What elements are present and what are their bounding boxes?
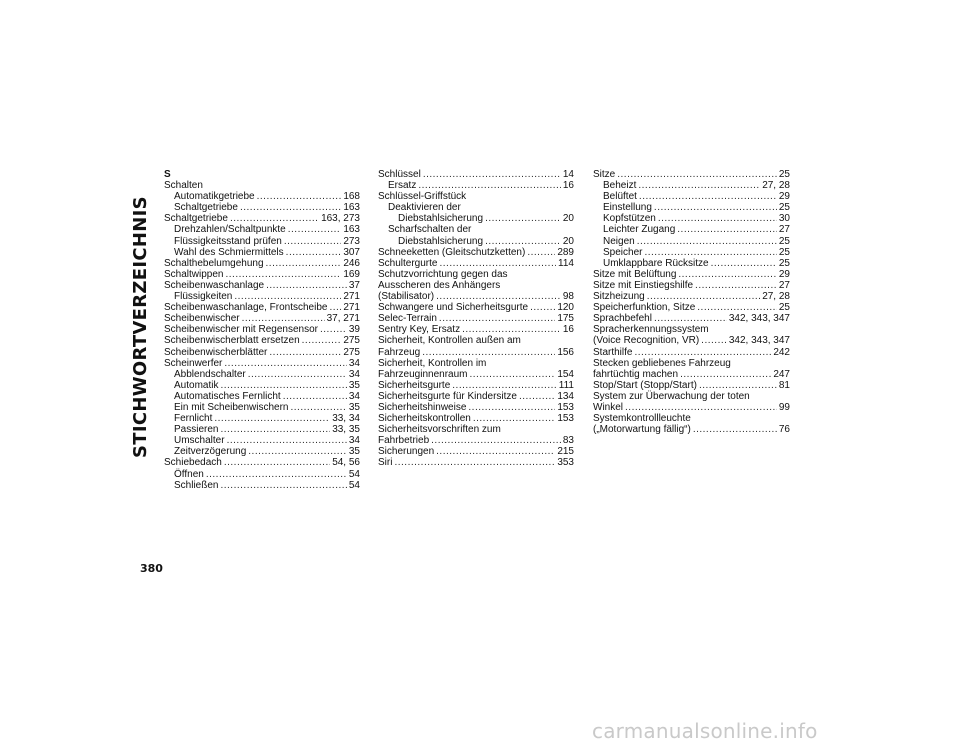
index-entry [164,302,360,313]
index-entry [593,424,790,435]
index-entry [164,291,360,302]
index-term: Sitze mit Belüftung [593,268,677,280]
page-reference: 114 [558,257,574,269]
index-term: Schiebedach [164,457,222,469]
page-reference: 342, 343, 347 [728,313,790,325]
index-entry [378,413,574,424]
leader-dots [530,302,555,313]
watermark: carmanualsonline.info [592,719,818,743]
page-reference: 33, 35 [332,424,360,436]
leader-dots [436,446,555,457]
leader-dots [519,391,555,402]
index-entry [164,224,360,235]
page-reference: 215 [557,446,574,458]
leader-dots [639,191,777,202]
page-reference: 30 [778,213,790,225]
page-reference: 163 [343,224,360,236]
index-term: Scheibenwischer mit Regensensor [164,324,318,336]
index-term: Sicherungen [378,446,435,458]
index-term: Selec-Terrain [378,313,437,325]
leader-dots [230,213,319,224]
page-reference: 27 [778,279,790,291]
index-entry [593,213,790,224]
side-section-title [128,168,154,718]
index-term: Schlüssel [378,169,421,180]
page-reference: 153 [557,413,574,425]
leader-dots [439,258,556,269]
page-reference: 20 [562,235,574,247]
leader-dots [329,302,341,313]
index-entry [593,169,790,180]
index-entry [164,269,360,280]
index-entry [593,202,790,213]
page-reference: 34 [348,357,360,369]
index-term: Schneeketten (Gleitschutzketten) [378,246,526,258]
index-term: Sitze [593,169,616,180]
leader-dots [473,413,555,424]
page-reference: 169 [343,268,360,280]
leader-dots [485,236,561,247]
page-reference: 39 [348,324,360,336]
index-entry [164,369,360,380]
index-term: Sprachbefehl [593,313,652,325]
index-term: Sicherheitsgurte für Kindersitze [378,390,517,402]
index-entry [164,191,360,202]
index-entry [164,358,360,369]
index-term: Ein mit Scheibenwischern [174,401,289,413]
page-reference: 27 [778,224,790,236]
page-reference: 342, 343, 347 [728,335,790,347]
page-reference: 25 [778,257,790,269]
index-entry [378,313,574,324]
page-reference: 33, 34 [332,413,360,425]
side-title-text: STICHWORTVERZEICHNIS [130,196,151,458]
page-reference: 34 [348,368,360,380]
leader-dots [617,169,777,180]
page-reference: 34 [348,435,360,447]
leader-dots [695,280,777,291]
leader-dots [470,369,556,380]
index-subheading: Stecken gebliebenes Fahrzeug [593,357,731,369]
index-term: Ersatz [388,180,417,192]
leader-dots [291,402,347,413]
leader-dots [658,213,777,224]
index-term: Scheibenwischerblatt ersetzen [164,335,300,347]
index-term: Zeitverzögerung [174,446,247,458]
index-entry [164,380,360,391]
page-reference: 289 [557,246,574,258]
index-subheading: Schlüssel-Griffstück [378,191,467,203]
leader-dots [436,291,561,302]
index-term: Sicherheitskontrollen [378,413,471,425]
index-term: Schaltgetriebe [174,202,238,214]
index-letter-heading: S [164,169,171,180]
index-entry [164,469,360,480]
page-reference: 98 [562,291,574,303]
leader-dots [320,324,347,335]
index-entry [378,213,574,224]
index-subheading: Schalten [164,180,203,192]
page-reference: 163 [343,202,360,214]
leader-dots [699,380,777,391]
index-term: Belüftet [603,191,637,203]
leader-dots [625,402,777,413]
index-entry [164,280,360,291]
leader-dots [439,313,555,324]
index-term: Schalthebelumgehung [164,257,264,269]
index-subheading: Systemkontrollleuchte [593,413,691,425]
leader-dots [248,369,347,380]
index-entry [593,313,790,324]
index-entry [164,313,360,324]
page-reference: 16 [562,180,574,192]
page-reference: 275 [343,346,360,358]
page-reference: 134 [557,390,574,402]
index-term: Scheibenwischerblätter [164,346,268,358]
leader-dots [693,424,777,435]
leader-dots [227,435,347,446]
leader-dots [242,313,325,324]
leader-dots [214,413,330,424]
leader-dots [637,236,777,247]
index-entry [164,391,360,402]
index-entry [593,191,790,202]
index-subheading: Sicherheit, Kontrollen im [378,357,487,369]
index-entry [593,380,790,391]
leader-dots [462,324,561,335]
index-column-3 [593,169,790,435]
index-entry [378,247,574,258]
leader-dots [647,291,760,302]
index-entry [378,457,574,468]
page-reference: 54, 56 [332,457,360,469]
leader-dots [224,358,347,369]
index-entry [378,236,574,247]
leader-dots [485,213,561,224]
index-term: Scheibenwaschanlage [164,279,265,291]
page-reference: 37 [348,279,360,291]
page-reference: 35 [348,401,360,413]
page-reference: 156 [557,346,574,358]
leader-dots [678,269,777,280]
page-reference: 154 [557,368,574,380]
leader-dots [234,291,341,302]
index-term: Neigen [603,235,635,247]
page-reference: 34 [348,390,360,402]
page-reference: 81 [778,379,790,391]
index-entry [164,324,360,335]
index-entry [378,380,574,391]
index-entry [593,369,790,380]
index-entry [164,347,360,358]
leader-dots [269,347,341,358]
index-term: Fahrbetrieb [378,435,430,447]
leader-dots [206,469,347,480]
index-term: (Stabilisator) [378,291,435,303]
index-entry [164,402,360,413]
index-term: Einstellung [603,202,652,214]
index-entry [593,247,790,258]
page-reference: 175 [557,313,574,325]
leader-dots [286,247,342,258]
page-reference: 247 [773,368,790,380]
index-entry [378,324,574,335]
index-entry [593,402,790,413]
index-subheading: System zur Überwachung der toten [593,390,750,402]
index-entry [378,391,574,402]
page-reference: 25 [778,169,790,180]
index-entry [378,347,574,358]
index-entry [378,258,574,269]
page-reference: 25 [778,202,790,214]
index-entry [378,169,574,180]
leader-dots [634,347,771,358]
index-entry [378,446,574,457]
index-entry [593,291,790,302]
index-entry [164,413,360,424]
index-subheading: Sicherheitsvorschriften zum [378,424,501,436]
index-entry [378,291,574,302]
page-reference: 271 [343,291,360,303]
index-subheading: Scharfschalten der [388,224,472,236]
leader-dots [240,202,341,213]
index-term: Schließen [174,479,219,491]
index-term: Sentry Key, Ersatz [378,324,461,336]
leader-dots [248,446,347,457]
index-term: Sitzheizung [593,291,645,303]
index-term: Automatikgetriebe [174,191,255,203]
index-term: Scheinwerfer [164,357,223,369]
page-reference: 35 [348,379,360,391]
leader-dots [288,224,342,235]
leader-dots [266,258,342,269]
page-reference: 120 [557,302,574,314]
page-reference: 271 [343,302,360,314]
index-column-2 [378,169,574,469]
page-reference: 25 [778,302,790,314]
index-term: Flüssigkeitsstand prüfen [174,235,282,247]
index-term: Öffnen [174,468,204,480]
index-entry [378,180,574,191]
index-term: Umklappbare Rücksitze [603,257,709,269]
index-subheading: Schutzvorrichtung gegen das [378,268,508,280]
index-entry [378,402,574,413]
leader-dots [423,169,561,180]
index-term: Leichter Zugang [603,224,676,236]
leader-dots [677,224,777,235]
index-term: Sitze mit Einstiegshilfe [593,279,694,291]
page-reference: 27, 28 [762,291,790,303]
index-term: Drehzahlen/Schaltpunkte [174,224,286,236]
index-term: Wahl des Schmiermittels [174,246,284,258]
leader-dots [422,347,555,358]
index-entry [378,302,574,313]
index-entry [593,269,790,280]
leader-dots [220,424,330,435]
page-reference: 275 [343,335,360,347]
index-entry [164,480,360,491]
page-reference: 35 [348,446,360,458]
index-entry [593,302,790,313]
index-term: (Voice Recognition, VR) [593,335,700,347]
index-term: Scheibenwischer [164,313,240,325]
index-entry [593,280,790,291]
page-reference: 153 [557,401,574,413]
page-reference: 14 [562,169,574,180]
index-term: Passieren [174,424,219,436]
page-reference: 25 [778,235,790,247]
index-entry [164,435,360,446]
index-term: Scheibenwaschanlage, Frontscheibe [164,302,328,314]
index-entry [378,369,574,380]
page-reference: 29 [778,268,790,280]
index-term: („Motorwartung fällig“) [593,424,691,436]
leader-dots [225,269,341,280]
leader-dots [452,380,557,391]
index-term: Starthilfe [593,346,633,358]
page-reference: 16 [562,324,574,336]
index-entry [593,347,790,358]
leader-dots [711,258,777,269]
leader-dots [431,435,561,446]
index-entry [164,236,360,247]
index-term: Diebstahlsicherung [398,213,484,225]
index-entry [164,335,360,346]
index-term: Flüssigkeiten [174,291,233,303]
index-entry [378,435,574,446]
index-term: Umschalter [174,435,225,447]
page-reference: 111 [558,379,574,391]
page-number: 380 [140,562,163,575]
index-term: Automatik [174,379,219,391]
page-reference: 20 [562,213,574,225]
index-subheading: Deaktivieren der [388,202,461,214]
index-term: Schwangere und Sicherheitsgurte [378,302,529,314]
index-entry [164,213,360,224]
index-subheading: Spracherkennungssystem [593,324,709,336]
index-term: Automatisches Fernlicht [174,390,281,402]
page-reference: 353 [557,457,574,469]
page-reference: 76 [778,424,790,436]
page-reference: 54 [348,468,360,480]
index-term: Winkel [593,401,624,413]
leader-dots [701,335,727,346]
page-reference: 37, 271 [326,313,360,325]
leader-dots [418,180,561,191]
leader-dots [224,457,330,468]
leader-dots [394,457,555,468]
index-entry [593,236,790,247]
leader-dots [266,280,347,291]
index-term: Sicherheitshinweise [378,401,467,413]
index-entry [593,335,790,346]
index-term: Diebstahlsicherung [398,235,484,247]
index-term: Beheizt [603,180,637,192]
index-term: Siri [378,457,393,469]
leader-dots [302,335,342,346]
index-term: Kopfstützen [603,213,656,225]
index-term: fahrtüchtig machen [593,368,679,380]
index-term: Stop/Start (Stopp/Start) [593,379,697,391]
index-term: Fernlicht [174,413,213,425]
leader-dots [527,247,555,258]
page-reference: 99 [778,401,790,413]
page-reference: 168 [343,191,360,203]
leader-dots [283,391,347,402]
page-reference: 25 [778,246,790,258]
leader-dots [257,191,342,202]
index-entry [164,247,360,258]
index-term: Schultergurte [378,257,438,269]
index-entry [164,457,360,468]
leader-dots [284,236,341,247]
page-reference: 54 [348,479,360,491]
index-term: Speicherfunktion, Sitze [593,302,696,314]
index-term: Fahrzeuginnenraum [378,368,468,380]
index-column-1 [164,169,360,491]
leader-dots [654,313,727,324]
index-subheading: Ausscheren des Anhängers [378,279,501,291]
index-entry [593,258,790,269]
index-term: Abblendschalter [174,368,246,380]
index-entry [164,202,360,213]
leader-dots [220,480,346,491]
leader-dots [680,369,771,380]
page-reference: 273 [343,235,360,247]
leader-dots [468,402,555,413]
page-reference: 163, 273 [321,213,360,225]
page-reference: 246 [343,257,360,269]
index-entry [593,180,790,191]
leader-dots [654,202,777,213]
index-entry [164,258,360,269]
index-entry [593,224,790,235]
leader-dots [697,302,777,313]
index-term: Speicher [603,246,643,258]
page-reference: 83 [562,435,574,447]
leader-dots [638,180,760,191]
index-term: Schaltwippen [164,268,224,280]
index-term: Fahrzeug [378,346,421,358]
index-subheading: Sicherheit, Kontrollen außen am [378,335,521,347]
page-reference: 307 [343,246,360,258]
page-reference: 27, 28 [762,180,790,192]
index-term: Sicherheitsgurte [378,379,451,391]
index-term: Schaltgetriebe [164,213,228,225]
page-reference: 29 [778,191,790,203]
index-entry [164,446,360,457]
leader-dots [644,247,776,258]
page-reference: 242 [773,346,790,358]
index-entry [164,424,360,435]
leader-dots [220,380,346,391]
